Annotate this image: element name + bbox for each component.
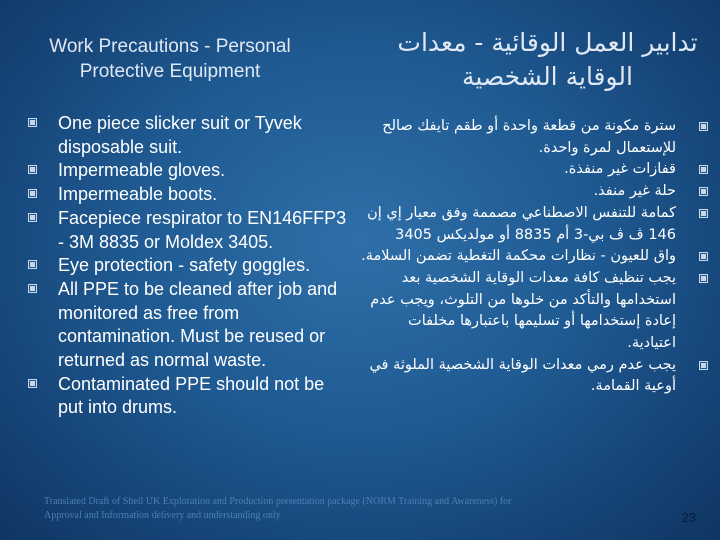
arabic-bullet-list <box>358 116 708 398</box>
list-item <box>14 254 354 278</box>
bullet-text: كمامة للتنفس الاصطناعي مصممة وفق معيار إي إن 146 ڤ ڤ بي-3 أم 8835 أو مولديكس 3405 <box>367 204 676 243</box>
square-bullet-icon <box>699 361 708 370</box>
bullet-text: Facepiece respirator to EN146FFP3 - 3M 8835 or Moldex 3405. <box>58 207 347 252</box>
list-item <box>358 355 708 398</box>
english-bullet-list <box>14 112 354 420</box>
square-bullet-icon <box>28 118 37 127</box>
list-item <box>358 181 708 203</box>
bullet-text: سترة مكونة من قطعة واحدة أو طقم تايفك صالح للإستعمال لمرة واحدة. <box>382 118 676 156</box>
square-bullet-icon <box>699 209 708 218</box>
bullet-text: يجب عدم رمي معدات الوقاية الشخصية الملوثة في أوعية القمامة. <box>369 356 676 395</box>
bullet-text: Contaminated PPE should not be put into drums. <box>58 373 325 418</box>
square-bullet-icon <box>28 379 37 388</box>
list-item <box>358 116 708 159</box>
list-item <box>358 159 708 181</box>
bullet-text: All PPE to be cleaned after job and monitored as free from contamination. Must be reused or returned as normal waste. <box>58 278 338 371</box>
square-bullet-icon <box>28 213 37 222</box>
square-bullet-icon <box>699 187 708 196</box>
square-bullet-icon <box>699 274 708 283</box>
title-english: Work Precautions - Personal Protective Equipment <box>49 36 291 82</box>
bullet-text: يجب تنظيف كافة معدات الوقاية الشخصية بعد استخدامها والتأكد من خلوها من التلوث، ويجب عدم إعادة إستخدامها أو تسليمها باعتبارها مخلفات اعتيادية. <box>370 269 676 352</box>
list-item <box>14 207 354 254</box>
square-bullet-icon <box>28 189 37 198</box>
list-item <box>358 203 708 246</box>
bullet-text: Impermeable gloves. <box>58 160 226 181</box>
bullet-text: Impermeable boots. <box>58 184 218 205</box>
list-item <box>358 246 708 268</box>
list-item <box>14 112 354 159</box>
bullet-text: حلة غير منفذ. <box>593 183 676 200</box>
square-bullet-icon <box>28 260 37 269</box>
bullet-text: قفازات غير منفذة. <box>564 161 676 178</box>
list-item <box>358 268 708 355</box>
bullet-text: واق للعيون - نظارات محكمة التغطية تضمن السلامة. <box>361 248 676 265</box>
footer-note: Translated Draft of Shell UK Exploration and Production presentation package (NORM Training and Awareness) for Approval and Information delivery and understanding only <box>44 496 512 521</box>
list-item <box>14 159 354 183</box>
list-item <box>14 373 354 420</box>
list-item <box>14 183 354 207</box>
square-bullet-icon <box>28 284 37 293</box>
title-arabic: تدابير العمل الوقائية - معدات الوقاية الشخصية <box>397 28 698 91</box>
list-item <box>14 278 354 373</box>
bullet-text: Eye protection - safety goggles. <box>58 255 311 276</box>
bullet-text: One piece slicker suit or Tyvek disposable suit. <box>58 113 302 157</box>
square-bullet-icon <box>28 165 37 174</box>
square-bullet-icon <box>699 165 708 174</box>
page-number: 23 <box>681 510 696 525</box>
square-bullet-icon <box>699 122 708 131</box>
square-bullet-icon <box>699 252 708 261</box>
